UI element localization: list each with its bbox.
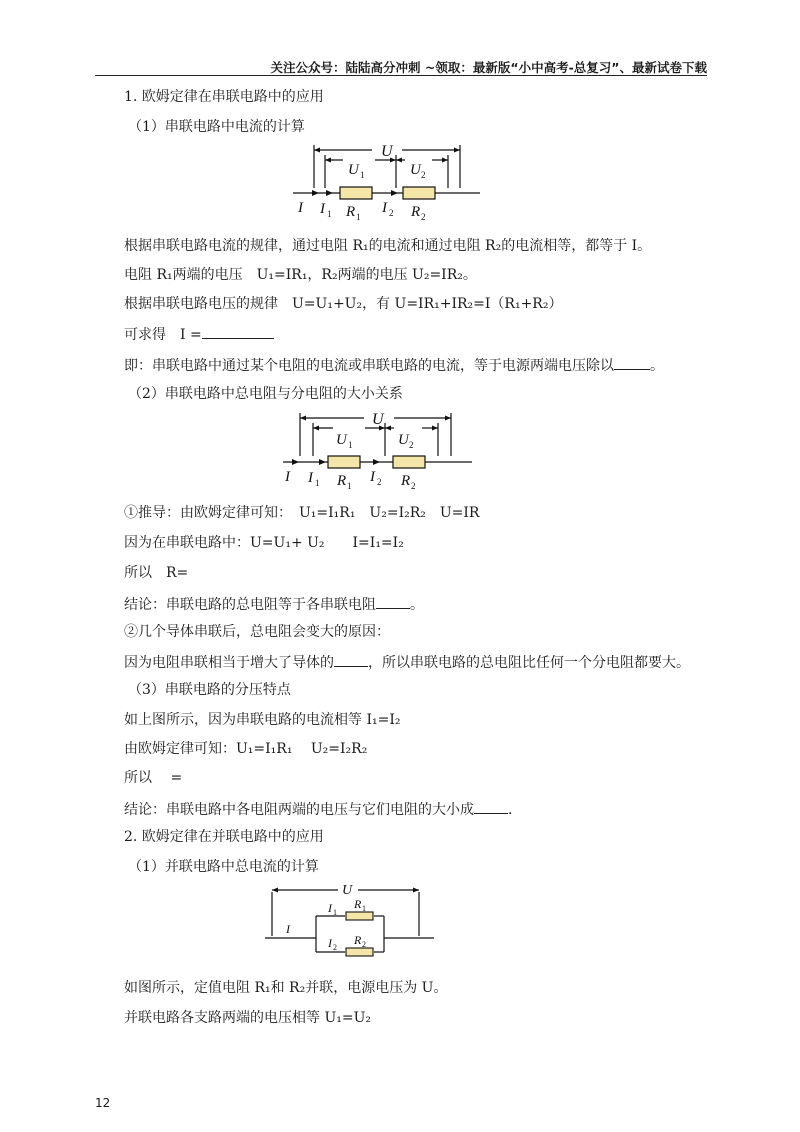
label-I1-sub: 1: [333, 908, 337, 917]
text-can-get: 可求得 I =: [124, 327, 202, 343]
label-R1: R: [337, 473, 347, 489]
label-U1-sub: 1: [360, 170, 365, 180]
label-R1-sub: 1: [362, 904, 366, 913]
label-R1: R: [354, 897, 362, 911]
label-R2-sub: 2: [421, 212, 426, 222]
label-U: U: [381, 143, 393, 160]
label-I: I: [286, 922, 290, 936]
paragraph-total-resistance: 所以 R=: [124, 565, 189, 581]
label-U1-sub: 1: [348, 440, 353, 450]
answer-blank-3: [334, 652, 368, 667]
label-I1-sub: 1: [327, 209, 332, 219]
label-I1: I: [308, 470, 313, 486]
label-R2-sub: 2: [362, 940, 366, 949]
subsection-title-3: （3）串联电路的分压特点: [128, 682, 291, 698]
label-I2: I: [328, 936, 332, 950]
label-I: I: [285, 469, 290, 485]
label-R2-sub: 2: [411, 481, 416, 491]
label-R2: R: [411, 204, 421, 220]
label-U: U: [342, 883, 353, 898]
label-U2: U: [398, 432, 409, 448]
subsection-title-2: （2）串联电路中总电阻与分电阻的大小关系: [128, 386, 403, 402]
series-circuit-diagram-2: [280, 408, 480, 493]
paragraph-series-rule: 因为在串联电路中：U=U₁+ U₂ I=I₁=I₂: [124, 535, 404, 551]
label-R2: R: [401, 473, 411, 489]
paragraph-conclusion-2: [124, 594, 424, 614]
text-conclusion-3: 结论：串联电路中各电阻两端的电压与它们电阻的大小成: [124, 802, 474, 818]
paragraph-derivation: ①推导：由欧姆定律可知： U₁=I₁R₁ U₂=I₂R₂ U=IR: [124, 505, 480, 521]
label-R2: R: [354, 933, 362, 947]
label-I2-sub: 2: [389, 208, 394, 218]
paragraph-reason: [124, 652, 690, 672]
answer-blank-2: [376, 594, 410, 609]
paragraph-voltage-rule: 根据串联电路电压的规律 U=U₁+U₂，有 U=IR₁+IR₂=I（R₁+R₂）: [124, 296, 563, 312]
label-U2-sub: 2: [421, 170, 426, 180]
page-header: 关注公众号：陆陆高分冲刺 ~领取：最新版“小中高考-总复习”、最新试卷下载: [270, 60, 707, 75]
label-I: I: [298, 200, 303, 216]
text-conclusion-2-end: 。: [410, 597, 424, 613]
label-R1-sub: 1: [356, 212, 361, 222]
label-U1: U: [348, 162, 359, 178]
label-R1-sub: 1: [347, 481, 352, 491]
label-U2: U: [410, 162, 421, 178]
paragraph-parallel-voltage: 并联电路各支路两端的电压相等 U₁=U₂: [124, 1010, 372, 1026]
text-conclusion-3-end: .: [508, 802, 513, 818]
subsection-title-4: （1）并联电路中总电流的计算: [128, 859, 319, 875]
parallel-circuit-diagram: [262, 880, 437, 962]
paragraph-conclusion-1: [124, 355, 664, 375]
label-U1: U: [336, 432, 347, 448]
label-I1-sub: 1: [315, 478, 320, 488]
answer-blank-current: [202, 324, 274, 339]
label-I2-sub: 2: [333, 943, 337, 952]
paragraph-equal-current: 如上图所示，因为串联电路的电流相等 I₁=I₂: [124, 712, 401, 728]
subsection-title-1: （1）串联电路中电流的计算: [128, 119, 305, 135]
paragraph-voltage: 电阻 R₁两端的电压 U₁=IR₁，R₂两端的电压 U₂=IR₂。: [124, 267, 477, 283]
answer-blank-4: [474, 799, 508, 814]
paragraph-ratio: 所以 =: [124, 770, 183, 786]
paragraph-reason-title: ②几个导体串联后，总电阻会变大的原因：: [124, 624, 390, 640]
label-I1: I: [328, 901, 332, 915]
label-R1: R: [346, 204, 356, 220]
paragraph-current-result: [124, 324, 274, 344]
header-rule: [95, 75, 707, 76]
label-U: U: [372, 411, 384, 428]
text-conclusion-1-end: 。: [650, 358, 664, 374]
page-number: 12: [95, 1096, 111, 1110]
label-U2-sub: 2: [409, 440, 414, 450]
section-title-1: 1. 欧姆定律在串联电路中的应用: [124, 89, 324, 105]
text-reason-a: 因为电阻串联相当于增大了导体的: [124, 655, 334, 671]
label-I1: I: [320, 201, 325, 217]
paragraph-ohm-law: 由欧姆定律可知：U₁=I₁R₁ U₂=I₂R₂: [124, 741, 368, 757]
label-I2-sub: 2: [377, 477, 382, 487]
text-reason-b: ，所以串联电路的总电阻比任何一个分电阻都要大。: [368, 655, 690, 671]
series-circuit-diagram-1: [290, 140, 490, 225]
paragraph-parallel-intro: 如图所示，定值电阻 R₁和 R₂并联，电源电压为 U。: [124, 980, 448, 996]
paragraph-conclusion-3: [124, 799, 512, 819]
text-conclusion-1: 即：串联电路中通过某个电阻的电流或串联电路的电流，等于电源两端电压除以: [124, 358, 614, 374]
text-conclusion-2: 结论：串联电路的总电阻等于各串联电阻: [124, 597, 376, 613]
paragraph-current-rule: 根据串联电路电流的规律，通过电阻 R₁的电流和通过电阻 R₂的电流相等，都等于 I。: [124, 238, 652, 254]
section-title-2: 2. 欧姆定律在并联电路中的应用: [124, 829, 324, 845]
label-I2: I: [370, 469, 375, 485]
label-I2: I: [382, 200, 387, 216]
answer-blank-1: [614, 355, 650, 370]
